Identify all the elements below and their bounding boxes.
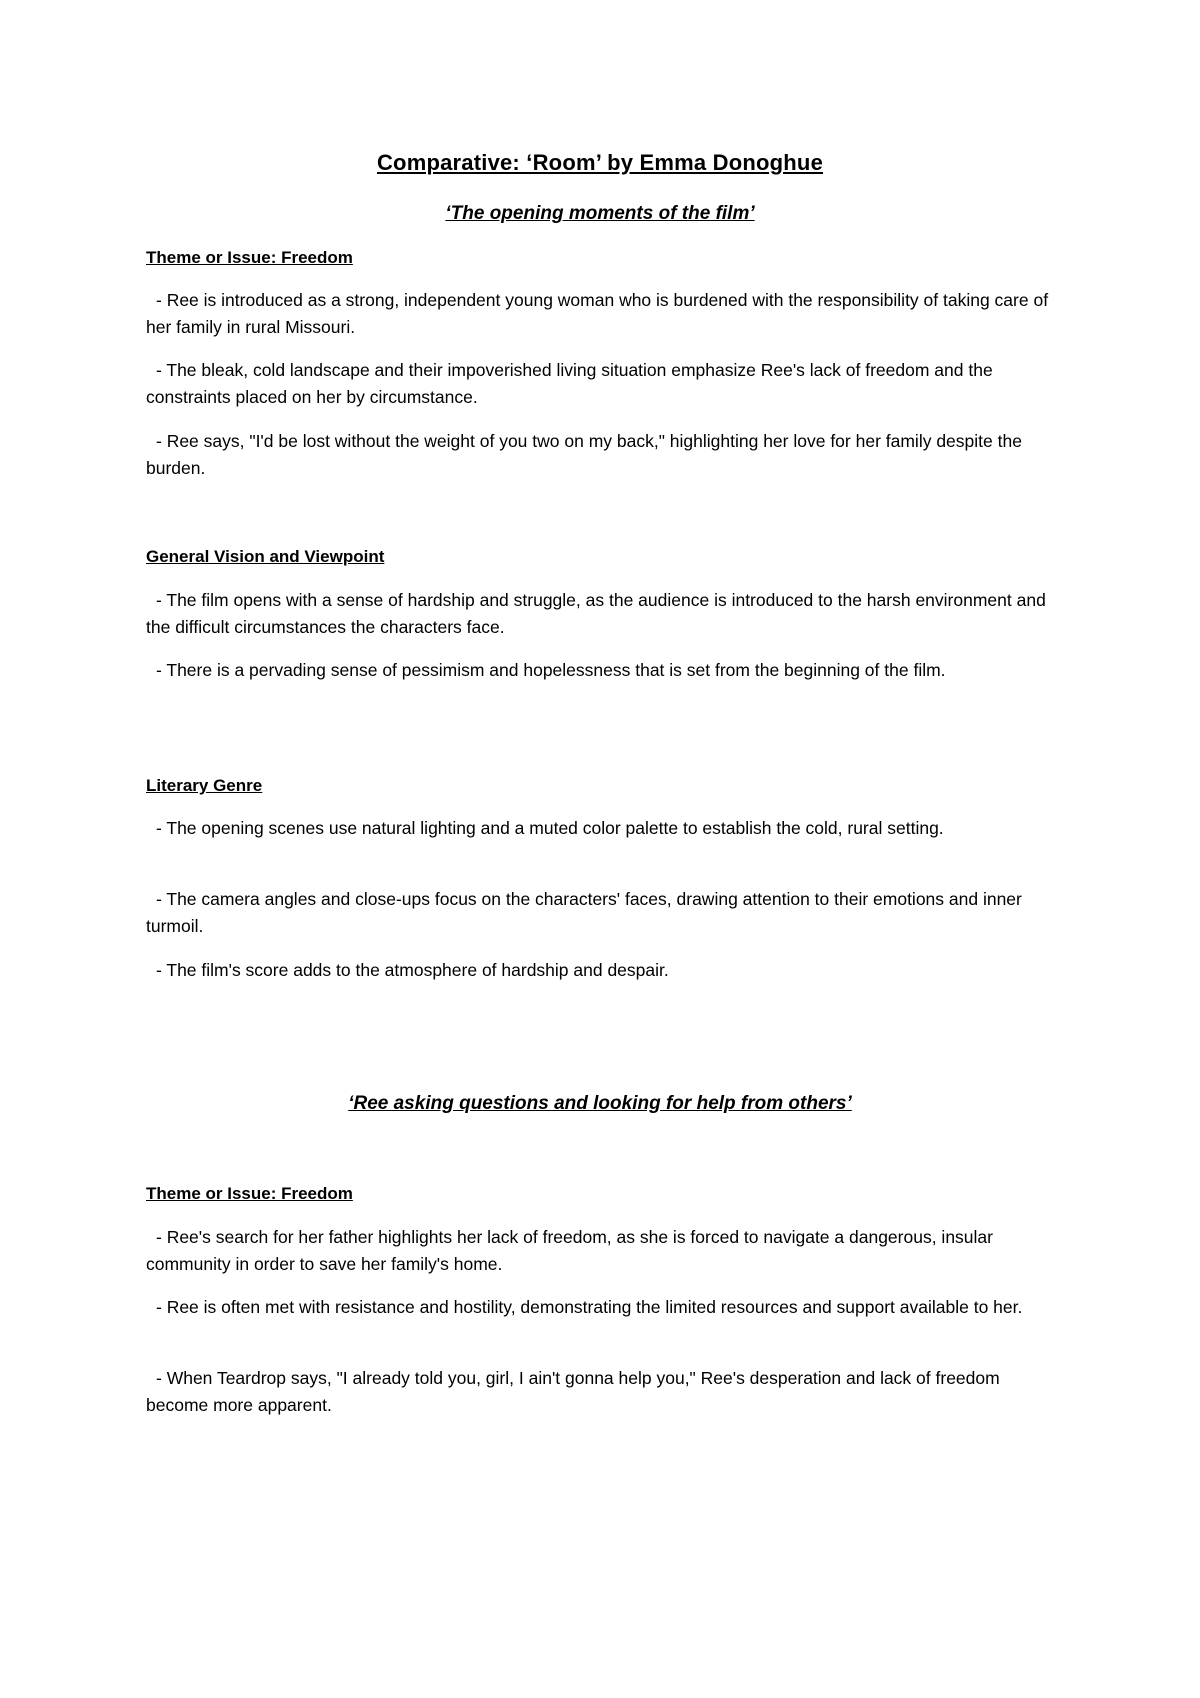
point-text: - Ree says, "I'd be lost without the weight of you two on my back," highlighting her love for her family despite the burden.: [146, 431, 1022, 478]
point-ree-introduced: [146, 287, 1066, 341]
point-pessimism: [146, 657, 1066, 684]
document-title: Comparative: ‘Room’ by Emma Donoghue: [376, 150, 824, 175]
section-title-opening-moments: ‘The opening moments of the film’: [445, 203, 755, 224]
point-text: - Ree's search for her father highlights her lack of freedom, as she is forced to navigate a dangerous, insular community in order to save her family's home.: [146, 1227, 993, 1274]
point-text: - The film opens with a sense of hardship and struggle, as the audience is introduced to the harsh environment and the difficult circumstances the characters face.: [146, 590, 1046, 637]
point-text: - The opening scenes use natural lighting and a muted color palette to establish the cold, rural setting.: [156, 818, 944, 838]
heading-literary-genre: Literary Genre: [146, 776, 263, 795]
point-film-score: [146, 957, 1066, 984]
point-teardrop-quote: [146, 1365, 1066, 1419]
heading-theme-freedom-2: Theme or Issue: Freedom: [146, 1184, 353, 1203]
point-text: - Ree is introduced as a strong, independent young woman who is burdened with the responsibility of taking care of her family in rural Missouri.: [146, 290, 1049, 337]
point-film-opens: [146, 587, 1066, 641]
heading-theme-freedom-1: Theme or Issue: Freedom: [146, 248, 353, 267]
point-text: - The camera angles and close-ups focus on the characters' faces, drawing attention to their emotions and inner turmoil.: [146, 889, 1022, 936]
point-resistance: [146, 1294, 1066, 1321]
point-search-for-father: [146, 1224, 1066, 1278]
point-bleak-landscape: [146, 357, 1066, 411]
point-text: - Ree is often met with resistance and hostility, demonstrating the limited resources and support available to her.: [156, 1297, 1023, 1317]
point-ree-quote: [146, 428, 1066, 482]
point-camera-angles: [146, 886, 1066, 940]
heading-general-vision: General Vision and Viewpoint: [146, 547, 385, 566]
section-title-ree-asking-questions: ‘Ree asking questions and looking for help from others’: [348, 1093, 852, 1114]
point-text: - The bleak, cold landscape and their impoverished living situation emphasize Ree's lack of freedom and the constraints placed on her by circumstance.: [146, 360, 993, 407]
point-text: - The film's score adds to the atmosphere of hardship and despair.: [156, 960, 669, 980]
point-text: - There is a pervading sense of pessimism and hopelessness that is set from the beginning of the film.: [156, 660, 946, 680]
point-text: - When Teardrop says, "I already told you, girl, I ain't gonna help you," Ree's desperation and lack of freedom become more apparent.: [146, 1368, 1000, 1415]
point-natural-lighting: [146, 815, 1066, 842]
